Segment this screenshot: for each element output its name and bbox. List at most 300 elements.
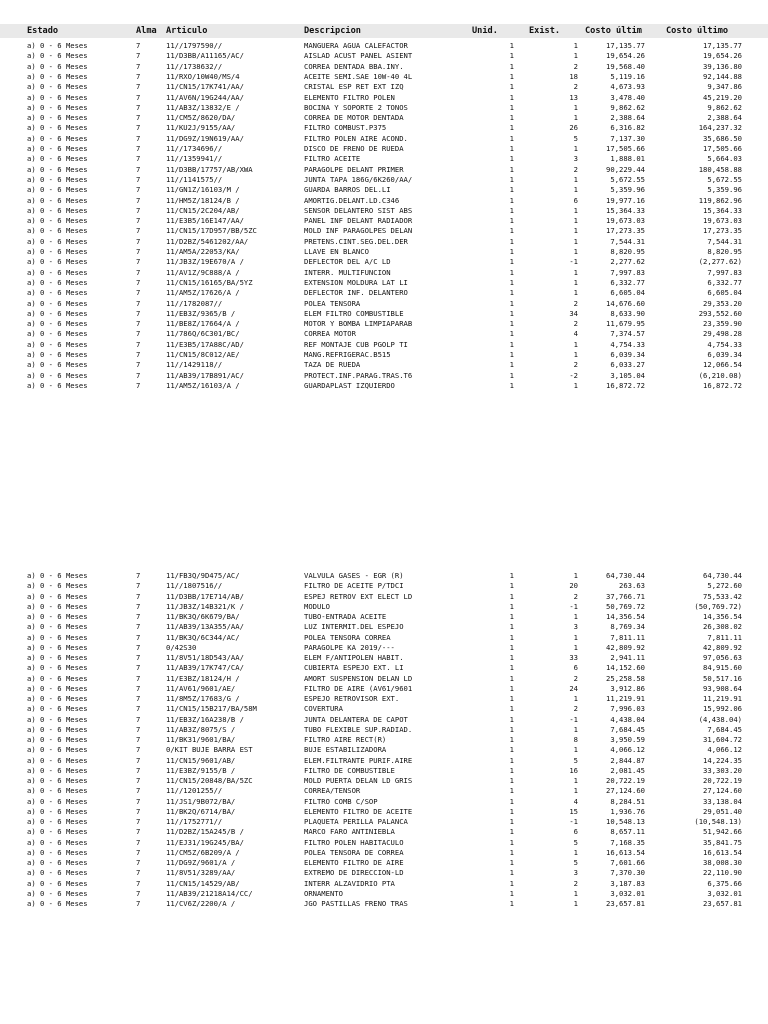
table-cell: FILTRO AIRE RECT(R)	[304, 735, 387, 744]
table-cell: 15,364.33	[703, 205, 742, 215]
table-cell: CORREA/TENSOR	[304, 786, 361, 796]
table-cell: 7	[136, 847, 141, 857]
table-cell: 11/JS1/9B072/BA/	[166, 796, 236, 806]
table-cell: 5,672.55	[610, 174, 645, 184]
table-cell: DEFLECTOR DEL A/C LD	[304, 257, 391, 267]
table-cell: 180,458.88	[698, 164, 742, 174]
table-cell: 7	[136, 765, 141, 775]
table-cell: 7,996.03	[610, 704, 645, 714]
table-cell: 1	[509, 61, 514, 71]
table-cell: ELEM FILTRO COMBUSTIBLE	[304, 308, 404, 318]
table-cell: 7	[136, 174, 141, 184]
table-cell: 7	[136, 622, 141, 632]
table-cell: 29,498.28	[703, 329, 742, 339]
table-cell: 2,844.87	[610, 755, 645, 765]
table-cell: 7,997.83	[707, 267, 742, 277]
table-cell: 7	[136, 868, 141, 878]
table-cell: 14,356.54	[703, 612, 742, 621]
table-cell: 1	[573, 776, 578, 785]
table-cell: 1	[509, 164, 514, 174]
table-cell: 7	[136, 380, 141, 390]
table-cell: 1	[509, 591, 514, 601]
table-cell: 7	[136, 806, 141, 816]
table-cell: 11/AB39/21218A14/CC/	[166, 888, 253, 898]
table-cell: 1	[509, 622, 514, 632]
table-cell: a) 0 - 6 Meses	[27, 858, 88, 867]
table-cell: 1	[573, 745, 578, 755]
table-cell: 11/CN15/8C012/AE/	[166, 350, 240, 359]
table-cell: 4,754.33	[610, 339, 645, 349]
table-cell: 1	[509, 247, 514, 256]
table-cell: POLEA TENSORA DE CORREA	[304, 847, 404, 857]
table-cell: ELEMENTO FILTRO DE ACEITE	[304, 806, 413, 816]
table-cell: a) 0 - 6 Meses	[27, 92, 88, 102]
table-cell: a) 0 - 6 Meses	[27, 786, 88, 796]
table-cell: 11/DG9Z/9601/A /	[166, 858, 236, 867]
table-cell: 9,862.62	[610, 102, 645, 112]
table-cell: 11/FB3Q/9D475/AC/	[166, 571, 240, 580]
table-cell: 7	[136, 257, 141, 267]
table-cell: 7	[136, 154, 141, 164]
table-cell: 1	[509, 288, 514, 298]
table-cell: 11//1201255//	[166, 786, 223, 796]
table-cell: a) 0 - 6 Meses	[27, 257, 88, 267]
table-cell: 1	[509, 82, 514, 92]
table-cell: 8,657.11	[610, 827, 645, 837]
table-cell: 1	[573, 205, 578, 215]
table-cell: 1	[509, 642, 514, 652]
table-cell: 92,144.88	[703, 71, 742, 81]
table-cell: 3,032.01	[707, 888, 742, 898]
table-cell: INTERR ALZAVIDRIO PTA	[304, 878, 395, 888]
table-cell: a) 0 - 6 Meses	[27, 755, 88, 765]
table-cell: 11/D2BZ/15A245/B /	[166, 827, 244, 837]
table-cell: 4,066.12	[610, 745, 645, 755]
table-cell: -1	[569, 714, 578, 724]
table-cell: 19,654.26	[703, 51, 742, 61]
table-cell: POLEA TENSORA CORREA	[304, 632, 391, 642]
table-cell: 3	[573, 868, 578, 878]
table-cell: 1	[509, 370, 514, 380]
table-cell: FILTRO DE ACEITE P/TDCI	[304, 581, 404, 591]
table-cell: 11/AB3Z/8075/S /	[166, 724, 236, 734]
table-cell: 84,915.60	[703, 663, 742, 673]
table-cell: a) 0 - 6 Meses	[27, 154, 88, 164]
table-cell: 7	[136, 653, 141, 662]
table-cell: 1,936.76	[610, 806, 645, 816]
table-cell: 10,548.13	[606, 817, 645, 826]
table-cell: 20,722.19	[703, 776, 742, 785]
table-cell: LUZ INTERMIT.DEL ESPEJO	[304, 622, 404, 632]
table-cell: a) 0 - 6 Meses	[27, 868, 88, 878]
table-cell: 11/D3BB/17757/AB/XWA	[166, 164, 253, 174]
table-cell: 1	[573, 144, 578, 153]
table-cell: a) 0 - 6 Meses	[27, 339, 88, 349]
table-cell: 8,820.95	[610, 247, 645, 256]
table-cell: SENSOR DELANTERO SIST ABS	[304, 205, 413, 215]
table-cell: 7	[136, 899, 141, 908]
table-cell: 17,135.77	[606, 41, 645, 50]
table-cell: 11/E3BZ/18124/H /	[166, 673, 240, 683]
table-cell: 7	[136, 581, 141, 591]
table-cell: 11/CN15/17D957/BB/5ZC	[166, 226, 257, 236]
table-cell: a) 0 - 6 Meses	[27, 601, 88, 611]
table-cell: 7	[136, 205, 141, 215]
table-cell: 42,809.92	[703, 642, 742, 652]
table-cell: 19,673.03	[606, 216, 645, 226]
table-cell: 7	[136, 817, 141, 826]
table-cell: CORREA MOTOR	[304, 329, 356, 339]
table-cell: 97,056.63	[703, 653, 742, 662]
table-cell: -1	[569, 257, 578, 267]
table-cell: a) 0 - 6 Meses	[27, 704, 88, 714]
table-cell: 11/BK2Q/6714/BA/	[166, 806, 236, 816]
table-cell: a) 0 - 6 Meses	[27, 694, 88, 703]
table-cell: 17,505.66	[703, 144, 742, 153]
table-cell: MANGUERA AGUA CALEFACTOR	[304, 41, 408, 50]
table-cell: a) 0 - 6 Meses	[27, 776, 88, 785]
table-cell: 1	[509, 133, 514, 143]
table-cell: 5	[573, 837, 578, 847]
table-cell: -1	[569, 601, 578, 611]
table-cell: FILTRO ACEITE	[304, 154, 361, 164]
table-cell: 7,811.11	[610, 632, 645, 642]
table-cell: 1	[509, 236, 514, 246]
table-cell: VALVULA GASES - EGR (R)	[304, 571, 404, 580]
table-cell: 7	[136, 92, 141, 102]
table-cell: 11/8M5Z/17683/G /	[166, 694, 240, 703]
table-cell: 7	[136, 216, 141, 226]
table-cell: COVERTURA	[304, 704, 343, 714]
table-cell: ORNAMENTO	[304, 888, 343, 898]
table-cell: 7	[136, 339, 141, 349]
table-cell: 11/RXO/10W40/MS/4	[166, 71, 240, 81]
table-cell: 1	[509, 102, 514, 112]
table-cell: 11//1359941//	[166, 154, 223, 164]
table-cell: a) 0 - 6 Meses	[27, 663, 88, 673]
table-cell: a) 0 - 6 Meses	[27, 350, 88, 359]
table-cell: 11//1734696//	[166, 144, 223, 153]
table-cell: 7,544.31	[707, 236, 742, 246]
table-cell: 1	[509, 319, 514, 329]
table-cell: FILTRO COMB C/SOP	[304, 796, 378, 806]
table-cell: 6	[573, 195, 578, 205]
table-cell: 11/CV6Z/2200/A /	[166, 899, 236, 908]
table-cell: a) 0 - 6 Meses	[27, 581, 88, 591]
table-cell: 19,568.40	[606, 61, 645, 71]
table-cell: 1	[573, 899, 578, 908]
table-cell: a) 0 - 6 Meses	[27, 591, 88, 601]
table-cell: 1	[509, 92, 514, 102]
table-cell: 7	[136, 144, 141, 153]
table-cell: 11/CM5Z/6B209/A /	[166, 847, 240, 857]
table-cell: 7	[136, 288, 141, 298]
table-cell: 7	[136, 888, 141, 898]
table-cell: a) 0 - 6 Meses	[27, 827, 88, 837]
table-header	[0, 24, 768, 38]
table-cell: 7	[136, 837, 141, 847]
table-cell: JGO PASTILLAS FRENO TRAS	[304, 899, 408, 908]
table-cell: JUNTA TAPA 186G/6K260/AA/	[304, 174, 413, 184]
table-row	[0, 380, 768, 391]
table-cell: 6,033.27	[610, 360, 645, 370]
table-cell: 29,353.20	[703, 298, 742, 308]
table-cell: 11/CN15/9601/AB/	[166, 755, 236, 765]
table-cell: DEFLECTOR INF. DELANTERO	[304, 288, 408, 298]
table-cell: 7	[136, 796, 141, 806]
table-cell: 1	[509, 51, 514, 61]
table-cell: 7	[136, 642, 141, 652]
table-cell: 1	[573, 102, 578, 112]
table-cell: a) 0 - 6 Meses	[27, 329, 88, 339]
table-cell: a) 0 - 6 Meses	[27, 806, 88, 816]
table-cell: 1	[509, 858, 514, 867]
table-cell: 7	[136, 164, 141, 174]
table-cell: 1	[573, 612, 578, 621]
table-cell: 2,277.62	[610, 257, 645, 267]
table-cell: a) 0 - 6 Meses	[27, 360, 88, 370]
table-cell: 1	[573, 185, 578, 195]
table-cell: 1	[509, 765, 514, 775]
table-cell: 11/AB3Z/13832/E /	[166, 102, 240, 112]
table-cell: PARAGOLPE DELANT PRIMER	[304, 164, 404, 174]
table-cell: 11/EB3Z/16A238/B /	[166, 714, 244, 724]
table-cell: 5,672.55	[707, 174, 742, 184]
table-cell: 1	[509, 786, 514, 796]
table-cell: GUARDAPLAST IZQUIERDO	[304, 380, 395, 390]
table-cell: 64,730.44	[606, 571, 645, 580]
table-cell: a) 0 - 6 Meses	[27, 765, 88, 775]
table-cell: a) 0 - 6 Meses	[27, 61, 88, 71]
table-cell: 1	[573, 51, 578, 61]
table-cell: INTERR. MULTIFUNCION	[304, 267, 391, 277]
table-cell: 1	[573, 267, 578, 277]
table-cell: 1	[509, 632, 514, 642]
table-cell: a) 0 - 6 Meses	[27, 226, 88, 236]
table-cell: 7	[136, 714, 141, 724]
table-cell: (50,769.72)	[694, 601, 742, 611]
table-cell: 16,872.72	[606, 380, 645, 390]
table-cell: 11,679.95	[606, 319, 645, 329]
table-cell: 11/8V51/18D543/AA/	[166, 653, 244, 662]
table-cell: a) 0 - 6 Meses	[27, 51, 88, 61]
table-cell: 1	[573, 694, 578, 703]
table-cell: 16,872.72	[703, 380, 742, 390]
table-cell: 22,110.90	[703, 868, 742, 878]
table-cell: 1,888.01	[610, 154, 645, 164]
table-cell: 7,684.45	[707, 724, 742, 734]
table-cell: a) 0 - 6 Meses	[27, 796, 88, 806]
table-cell: 1	[573, 216, 578, 226]
table-cell: 1	[509, 745, 514, 755]
table-cell: 8,820.95	[707, 247, 742, 256]
table-cell: 2	[573, 164, 578, 174]
table-cell: CORREA DE MOTOR DENTADA	[304, 113, 404, 123]
table-cell: 1	[509, 205, 514, 215]
table-cell: 5,664.03	[707, 154, 742, 164]
table-cell: 7	[136, 329, 141, 339]
table-cell: 6	[573, 663, 578, 673]
table-cell: a) 0 - 6 Meses	[27, 71, 88, 81]
table-cell: a) 0 - 6 Meses	[27, 837, 88, 847]
table-cell: 7	[136, 133, 141, 143]
table-cell: 5,119.16	[610, 71, 645, 81]
table-cell: 6,605.04	[610, 288, 645, 298]
table-cell: 17,273.35	[703, 226, 742, 236]
table-cell: 2,941.11	[610, 653, 645, 662]
table-cell: 75,533.42	[703, 591, 742, 601]
table-cell: 13	[569, 92, 578, 102]
table-cell: 1	[509, 350, 514, 359]
table-cell: 11//1738632//	[166, 61, 223, 71]
table-cell: 11/DG9Z/19N619/AA/	[166, 133, 244, 143]
table-cell: 11/JB3Z/14B321/K /	[166, 601, 244, 611]
header-costo-ultim: Costo últim	[585, 26, 642, 36]
table-cell: 5	[573, 133, 578, 143]
table-cell: 1	[509, 185, 514, 195]
table-cell: 5	[573, 858, 578, 867]
table-cell: 7	[136, 663, 141, 673]
table-cell: 1	[573, 847, 578, 857]
table-cell: 7,544.31	[610, 236, 645, 246]
table-cell: 11/BK31/9601/BA/	[166, 735, 236, 744]
table-cell: 11//1752771//	[166, 817, 223, 826]
table-cell: 7	[136, 236, 141, 246]
table-cell: a) 0 - 6 Meses	[27, 683, 88, 693]
table-cell: 6,316.82	[610, 123, 645, 133]
table-cell: 2	[573, 591, 578, 601]
table-cell: a) 0 - 6 Meses	[27, 102, 88, 112]
table-cell: 3,187.83	[610, 878, 645, 888]
table-cell: 2	[573, 704, 578, 714]
table-cell: 7	[136, 735, 141, 744]
table-cell: 5,272.60	[707, 581, 742, 591]
table-cell: 4	[573, 329, 578, 339]
table-cell: 9,862.62	[707, 102, 742, 112]
table-cell: 1	[509, 339, 514, 349]
table-cell: a) 0 - 6 Meses	[27, 174, 88, 184]
table-cell: POLEA TENSORA	[304, 298, 361, 308]
table-cell: 1	[509, 113, 514, 123]
table-cell: a) 0 - 6 Meses	[27, 622, 88, 632]
table-cell: 14,152.60	[606, 663, 645, 673]
table-cell: 12,066.54	[703, 360, 742, 370]
table-cell: 2	[573, 319, 578, 329]
table-cell: 2,388.64	[707, 113, 742, 123]
table-cell: 1	[573, 642, 578, 652]
table-cell: 6,605.04	[707, 288, 742, 298]
table-cell: 1	[509, 704, 514, 714]
table-cell: 26	[569, 123, 578, 133]
table-cell: 1	[509, 277, 514, 287]
table-cell: 11/GN1Z/16103/M /	[166, 185, 240, 195]
table-cell: a) 0 - 6 Meses	[27, 642, 88, 652]
table-cell: 4,673.93	[610, 82, 645, 92]
table-cell: 11/CN15/15B217/BA/58M	[166, 704, 257, 714]
table-cell: a) 0 - 6 Meses	[27, 298, 88, 308]
table-cell: 1	[573, 277, 578, 287]
table-cell: 164,237.32	[698, 123, 742, 133]
table-cell: 11/KU2J/9155/AA/	[166, 123, 236, 133]
table-cell: 11/E3BZ/9155/B /	[166, 765, 236, 775]
table-cell: 5	[573, 755, 578, 765]
table-cell: 11/AV61/9601/AE/	[166, 683, 236, 693]
table-cell: PROTECT.INF.PARAG.TRAS.T6	[304, 370, 413, 380]
table-cell: 11/AB39/17K747/CA/	[166, 663, 244, 673]
table-cell: 7	[136, 113, 141, 123]
table-cell: 7	[136, 786, 141, 796]
table-cell: 8,633.90	[610, 308, 645, 318]
table-cell: 1	[509, 735, 514, 744]
table-cell: 93,908.64	[703, 683, 742, 693]
table-cell: 1	[509, 216, 514, 226]
table-cell: 3	[573, 154, 578, 164]
table-cell: 6,332.77	[610, 277, 645, 287]
table-cell: 7	[136, 82, 141, 92]
table-cell: PANEL INF DELANT RADIADOR	[304, 216, 413, 226]
table-cell: 1	[509, 663, 514, 673]
table-cell: 7	[136, 71, 141, 81]
table-cell: FILTRO DE COMBUSTIBLE	[304, 765, 395, 775]
table-cell: 1	[509, 899, 514, 908]
table-cell: 50,769.72	[606, 601, 645, 611]
table-cell: 35,841.75	[703, 837, 742, 847]
table-cell: 14,356.54	[606, 612, 645, 621]
table-cell: 7	[136, 704, 141, 714]
table-cell: 24	[569, 683, 578, 693]
table-cell: 11/CN15/17K741/AA/	[166, 82, 244, 92]
table-cell: 1	[573, 380, 578, 390]
table-cell: 2	[573, 298, 578, 308]
table-cell: a) 0 - 6 Meses	[27, 370, 88, 380]
table-cell: 11/786Q/6C301/BC/	[166, 329, 240, 339]
table-cell: 1	[573, 350, 578, 359]
table-cell: 3,478.40	[610, 92, 645, 102]
table-cell: 1	[573, 786, 578, 796]
table-cell: 23,657.81	[703, 899, 742, 908]
table-cell: 1	[509, 817, 514, 826]
table-cell: 1	[509, 776, 514, 785]
table-cell: 2	[573, 878, 578, 888]
table-cell: 50,517.16	[703, 673, 742, 683]
table-cell: 39,136.80	[703, 61, 742, 71]
table-cell: a) 0 - 6 Meses	[27, 899, 88, 908]
table-cell: 7	[136, 267, 141, 277]
table-cell: 1	[509, 755, 514, 765]
table-cell: 35,686.50	[703, 133, 742, 143]
table-cell: 293,552.60	[698, 308, 742, 318]
table-cell: a) 0 - 6 Meses	[27, 144, 88, 153]
table-cell: 1	[509, 257, 514, 267]
table-cell: GUARDA BARROS DEL.LI	[304, 185, 391, 195]
table-cell: 7,370.30	[610, 868, 645, 878]
table-cell: 8	[573, 735, 578, 744]
table-cell: 11/D3BB/A11165/AC/	[166, 51, 244, 61]
table-cell: 7	[136, 308, 141, 318]
table-cell: 19,654.26	[606, 51, 645, 61]
table-cell: 7	[136, 827, 141, 837]
table-cell: 7,168.35	[610, 837, 645, 847]
table-cell: a) 0 - 6 Meses	[27, 41, 88, 50]
table-cell: FILTRO COMBUST.P375	[304, 123, 387, 133]
table-cell: 1	[509, 298, 514, 308]
table-cell: 7	[136, 247, 141, 256]
table-cell: ELEM.FILTRANTE PURIF.AIRE	[304, 755, 413, 765]
table-cell: 1	[509, 847, 514, 857]
header-estado: Estado	[27, 26, 59, 36]
table-cell: 11/D2BZ/5461202/AA/	[166, 236, 249, 246]
table-cell: 1	[509, 174, 514, 184]
